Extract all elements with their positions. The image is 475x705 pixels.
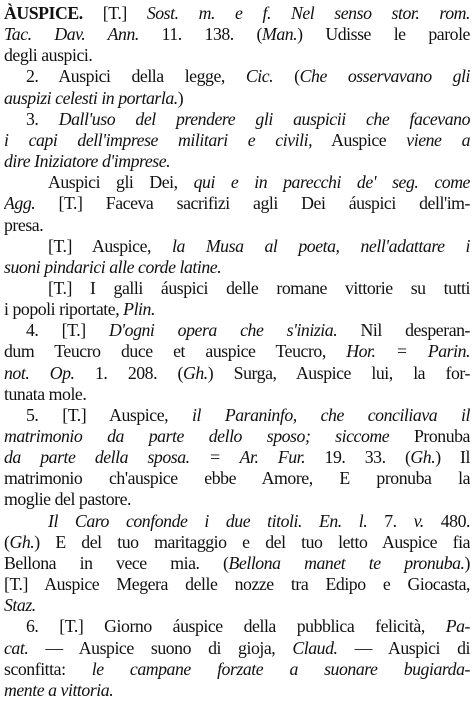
- text-segment: mente a vittoria.: [4, 679, 114, 700]
- text-segment: — Auspice suono di gioja,: [28, 637, 293, 658]
- entry-line: [4, 447, 470, 468]
- entry-line: [4, 236, 470, 257]
- text-segment: [T.] Faceva sacrifizi agli Dei áuspici dell'im-: [35, 193, 470, 214]
- dictionary-page: [4, 0, 470, 705]
- text-segment: Nil desperan-: [337, 320, 470, 341]
- text-segment: not. Op.: [4, 362, 75, 383]
- entry-line: [4, 405, 470, 426]
- text-segment: [T.] I galli áuspici delle romane vittorie su tutti: [48, 277, 470, 298]
- text-segment: ): [177, 87, 184, 108]
- entry-line: [4, 638, 470, 659]
- entry-line: [4, 595, 470, 616]
- text-segment: auspizi celesti in portarla.: [4, 87, 178, 108]
- text-segment: Gh.: [410, 447, 436, 468]
- entry-line: [4, 511, 470, 532]
- text-segment: — Auspici di: [337, 637, 470, 658]
- entry-line: [4, 574, 470, 595]
- text-segment: matrimonio da parte dello sposo; siccome: [4, 426, 390, 447]
- text-segment: Sost. m. e f. Nel senso stor. rom.: [146, 3, 470, 23]
- entry-line: [4, 553, 470, 574]
- entry-line: [4, 109, 470, 130]
- text-segment: 5. [T.] Auspice,: [26, 404, 192, 425]
- text-segment: i capi dell'imprese militari e civili,: [4, 129, 313, 150]
- text-segment: Tac. Dav. Ann.: [4, 24, 139, 45]
- entry-line: [4, 363, 470, 384]
- text-segment: moglie del pastore.: [4, 489, 132, 510]
- entry-line: [4, 3, 470, 24]
- text-segment: degli auspici.: [4, 45, 93, 66]
- text-segment: matrimonio ch'auspice ebbe Amore, E pronuba la: [4, 468, 470, 489]
- text-segment: 19. 33. (: [305, 447, 411, 468]
- entry-line: [4, 257, 470, 278]
- text-segment: Cic.: [245, 66, 274, 87]
- text-segment: Pa-: [445, 616, 470, 637]
- entry-line: [4, 172, 470, 193]
- entry-line: [4, 130, 470, 151]
- text-segment: 7.: [367, 510, 414, 531]
- text-segment: ) Surga, Auspice lui, la for-: [207, 362, 470, 383]
- entry-line: [4, 299, 470, 320]
- text-segment: Dall'uso del prendere gli auspicii che facevano: [58, 108, 470, 129]
- entry-line: [4, 320, 470, 341]
- text-segment: [T.] Auspice,: [48, 235, 172, 256]
- text-segment: Auspici gli Dei,: [48, 172, 194, 193]
- text-segment: sconfitta:: [4, 658, 92, 679]
- text-segment: viene a: [406, 129, 470, 150]
- text-segment: 11. 138. (: [138, 24, 262, 45]
- text-segment: dum Teucro duce et auspice Teucro,: [4, 341, 347, 362]
- text-segment: il Paraninfo, che conciliava il: [192, 404, 470, 425]
- entry-line: [4, 532, 470, 553]
- text-segment: i popoli riportate,: [4, 299, 124, 320]
- text-segment: 3.: [26, 108, 59, 129]
- text-segment: Bellona in vece mia. (: [4, 552, 229, 573]
- entry-line: [4, 680, 470, 701]
- entry-line: [4, 151, 470, 172]
- entry-line: [4, 88, 470, 109]
- text-segment: la Musa al poeta, nell'adattare i: [171, 235, 470, 256]
- text-segment: Bellona manet te pronuba.: [228, 552, 465, 573]
- text-segment: Gh.: [9, 531, 35, 552]
- text-segment: qui e in parecchi de' seg. come: [193, 172, 470, 193]
- text-segment: Agg.: [4, 193, 36, 214]
- text-segment: (: [4, 531, 10, 552]
- text-segment: 480.: [423, 510, 470, 531]
- entry-line: [4, 659, 470, 680]
- entry-line: [4, 278, 470, 299]
- text-segment: ) E del tuo maritaggio e del tuo letto Auspice fia: [34, 531, 470, 552]
- text-segment: da parte della sposa. = Ar. Fur.: [4, 447, 306, 468]
- text-segment: presa.: [4, 214, 44, 235]
- text-segment: Il Caro confonde i due titoli. En. l.: [48, 510, 368, 531]
- entry-line: [4, 341, 470, 362]
- text-segment: Auspice: [312, 129, 407, 150]
- entry-line: [4, 215, 470, 236]
- text-segment: Gh.: [182, 362, 208, 383]
- text-segment: dire Iniziatore d'imprese.: [4, 151, 171, 172]
- entry-line: [4, 193, 470, 214]
- text-segment: ) Il: [435, 447, 470, 468]
- text-segment: 4. [T.]: [26, 320, 109, 341]
- entry-line: [4, 616, 470, 637]
- headword: ÀUSPICE.: [4, 3, 83, 23]
- text-segment: ): [464, 552, 470, 573]
- text-segment: 6. [T.] Giorno áuspice della pubblica felicità,: [26, 616, 446, 637]
- line-text: [103, 3, 470, 23]
- entry-line: [4, 45, 470, 66]
- text-segment: tunata mole.: [4, 383, 87, 404]
- entry-line: [4, 426, 470, 447]
- text-segment: Staz.: [4, 595, 36, 616]
- text-segment: (: [273, 66, 300, 87]
- text-segment: [T.] Auspice Megera delle nozze tra Edipo e Giocasta,: [4, 574, 470, 595]
- text-segment: Hor. = Parin.: [346, 341, 470, 362]
- text-segment: suoni pindarici alle corde latine.: [4, 256, 222, 277]
- entry-line: [4, 468, 470, 489]
- entry-line: [4, 384, 470, 405]
- text-segment: v.: [413, 510, 424, 531]
- text-segment: Claud.: [292, 637, 338, 658]
- text-segment: le campane forzate a suonare bugiarda-: [91, 658, 470, 679]
- entry-line: [4, 66, 470, 87]
- text-segment: ) Udisse le parole: [297, 24, 470, 45]
- entry-line: [4, 489, 470, 510]
- text-segment: Man.: [261, 24, 298, 45]
- text-segment: Che osservavano gli: [299, 66, 470, 87]
- text-segment: Pronuba: [389, 426, 470, 447]
- text-segment: cat.: [4, 637, 29, 658]
- entry-line: [4, 24, 470, 45]
- text-segment: D'ogni opera che s'inizia.: [108, 320, 338, 341]
- text-segment: [T.]: [102, 3, 147, 23]
- text-segment: 1. 208. (: [74, 362, 183, 383]
- text-segment: Plin.: [123, 299, 155, 320]
- text-segment: 2. Auspici della legge,: [26, 66, 246, 87]
